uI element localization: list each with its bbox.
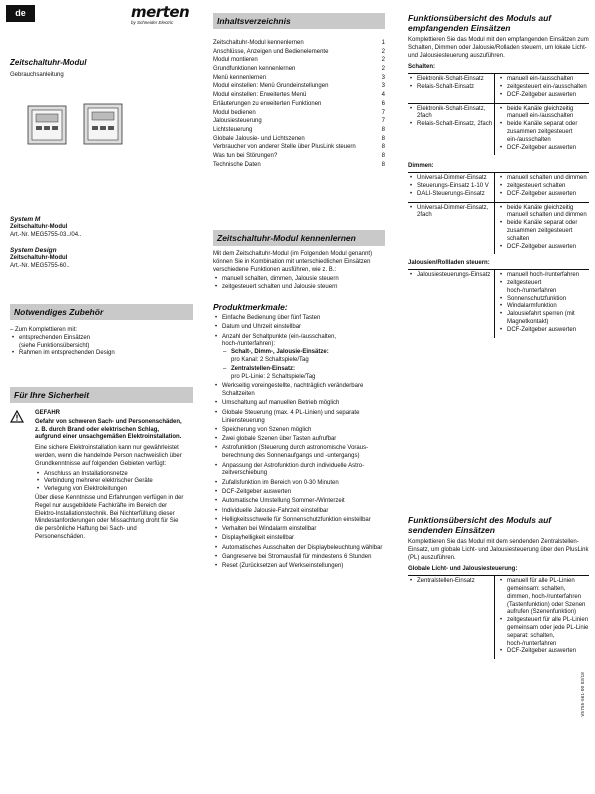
- safety-paragraph-2: Über diese Kenntnisse und Erfahrungen verfügen in der Regel nur ausgebildete Fachkräfte im Bereich der Elektro-Installationstechnik. Bei Nichterfüllung dieser Mindestanforderungen oder Missachtung droht für Sie die persönliche Haftung bei Sach- und Personenschäden.: [35, 494, 184, 540]
- list-item: • manuell schalten, dimmen, Jalousie steuern: [213, 276, 385, 284]
- feature-item: • Individuelle Jalousie-Fahrzeit einstellbar: [213, 508, 385, 516]
- function-cell: [494, 203, 589, 255]
- toc-entry-title: Lichtsteuerung: [213, 126, 253, 133]
- accessories-intro: – Zum Komplettieren mit:: [10, 327, 78, 333]
- toc-entry-title: Modul einstellen: Menü Grundeinstellungen: [213, 83, 329, 90]
- toc-entry-page: 2: [381, 57, 385, 64]
- toc-entry-title: Modul montieren: [213, 57, 258, 64]
- list-item: • DCF-Zeitgeber auswerten: [498, 92, 589, 100]
- list-item: • zeitgesteuert schalten und Jalousie steuern: [213, 284, 385, 292]
- list-item: • Verlegung von Elektroleitungen: [35, 486, 185, 494]
- feature-item: • Automatisches Ausschalten der Displaybeleuchtung wählbar: [213, 545, 385, 553]
- document-code: V5755-561-00 03/18: [580, 672, 585, 717]
- function-cell: [494, 173, 589, 201]
- dimmen-table: [408, 172, 589, 254]
- toc-entry-page: 1: [381, 40, 385, 46]
- toc-entry-title: Jalousiesteuerung: [213, 118, 262, 125]
- system-m-title: System M: [10, 216, 41, 223]
- toc-entry-title: Modul einstellen: Erweitertes Menü: [213, 92, 307, 99]
- f1-heading: Funktionsübersicht des Moduls auf empfangenden Einsätzen: [408, 13, 552, 33]
- list-item: • DCF-Zeitgeber auswerten: [498, 327, 589, 335]
- toc-row: [213, 48, 385, 57]
- toc-entry-page: 8: [381, 135, 385, 142]
- list-item: • Elektronik-Schalt-Einsatz, 2fach: [408, 106, 494, 122]
- list-item: • Steuerungs-Einsatz 1-10 V: [408, 183, 494, 191]
- logo-wordmark: merten: [131, 3, 190, 21]
- list-item: • Relais-Schalt-Einsatz, 2fach: [408, 121, 494, 129]
- list-item: • manuell schalten und dimmen: [498, 175, 589, 183]
- function-cell: [494, 576, 589, 659]
- toc-entry-page: 8: [381, 152, 385, 159]
- function-cell: [494, 74, 589, 102]
- toc-entry-title: Was tun bei Störungen?: [213, 152, 278, 159]
- toc-entry-page: 2: [381, 66, 385, 73]
- list-item: • zeitgesteuert für alle PL-Linien gemeinsam oder jede PL-Linie separat: schalten, hoch-/runterfahren: [498, 617, 589, 648]
- danger-text: Gefahr von schweren Sach- und Personenschäden, z. B. durch Brand oder elektrischen Schlag, aufgrund einer unsachgemäßen Elektroinstallation.: [35, 418, 182, 441]
- global-heading: Globale Licht- und Jalousiesteuerung:: [408, 566, 518, 573]
- list-item: • Windalarmfunktion: [498, 303, 589, 311]
- know-heading: Zeitschaltuhr-Modul kennenlernen: [213, 230, 385, 246]
- toc-entry-title: Technische Daten: [213, 161, 261, 168]
- toc-row: [213, 91, 385, 100]
- feature-item: • Zwei globale Szenen über Tasten aufrufbar: [213, 436, 385, 444]
- device-illustration: [22, 94, 132, 150]
- feature-item: • Anzahl der Schaltpunkte (ein-/ausschalten, hoch-/runterfahren): – Schalt-, Dimm-, Jalousie-Einsätze: pro Kanal: 2 Schaltspiele/Tag – Zentralstellen-Einsatz: pro PL-Linie: 2 Schaltspiele/Tag: [213, 334, 385, 382]
- toc-entry-title: Verbraucher von anderer Stelle über PlusLink steuern: [213, 144, 356, 151]
- toc-entry-title: Globale Jalousie- und Lichtszenen: [213, 135, 305, 142]
- f2-heading: Funktionsübersicht des Moduls auf sendenden Einsätzen: [408, 515, 552, 535]
- list-item: • DCF-Zeitgeber auswerten: [498, 648, 589, 656]
- feature-item: • Umschaltung auf manuellen Betrieb möglich: [213, 400, 385, 408]
- toc-row: [213, 100, 385, 109]
- feature-item: • Speicherung von Szenen möglich: [213, 427, 385, 435]
- toc-entry-page: 8: [381, 161, 385, 168]
- feature-item: • Reset (Zurücksetzen auf Werkseinstellungen): [213, 563, 385, 571]
- list-item: • manuell hoch-/runterfahren: [498, 272, 589, 280]
- toc-row: [213, 143, 385, 152]
- toc-entry-title: Erläuterungen zu erweiterten Funktionen: [213, 100, 322, 107]
- list-item: • zeitgesteuert schalten: [498, 183, 589, 191]
- toc-heading: Inhaltsverzeichnis: [213, 13, 385, 29]
- warning-triangle-icon: [10, 410, 24, 423]
- toc-row: [213, 161, 385, 170]
- jalousie-table: [408, 269, 589, 337]
- toc-row: [213, 117, 385, 126]
- list-item: • Verbindung mehrerer elektrischer Geräte: [35, 478, 185, 486]
- toc-entry-title: Zeitschaltuhr-Modul kennenlernen: [213, 40, 304, 46]
- insert-cell: [408, 203, 494, 255]
- toc-entry-page: 2: [381, 48, 385, 55]
- function-cell: [494, 104, 589, 156]
- function-cell: [494, 270, 589, 337]
- list-item: • Anschluss an Installationsnetze: [35, 471, 185, 479]
- feature-item: • Zufallsfunktion im Bereich von 0-30 Minuten: [213, 480, 385, 488]
- toc-entry-page: 7: [381, 109, 385, 116]
- doc-subtitle: Gebrauchsanleitung: [10, 72, 64, 79]
- feature-item: • Anpassung der Astrofunktion durch individuelle Astrozeitverschiebung: [213, 463, 385, 479]
- safety-heading: Für Ihre Sicherheit: [10, 387, 193, 403]
- toc-entry-page: 6: [381, 100, 385, 107]
- toc-entry-page: 3: [381, 74, 385, 81]
- danger-title: GEFAHR: [35, 410, 61, 416]
- list-item: • beide Kanäle gleichzeitig manuell ein-/ausschalten: [498, 106, 589, 122]
- system-m-product: Zeitschaltuhr-Modul: [10, 224, 68, 231]
- features-heading: Produktmerkmale:: [213, 301, 288, 312]
- f1-text: Komplettieren Sie das Modul mit den empfangenden Einsätzen zum Schalten, Dimmen oder Jalousie/Rolladen steuern, um lokale Licht- und Jalousiesteuerung auszuführen.: [408, 37, 589, 59]
- system-design-title: System Design: [10, 247, 57, 255]
- toc-row: [213, 152, 385, 161]
- toc-row: [213, 56, 385, 65]
- jalousie-heading: Jalousien/Rollladen steuern:: [408, 260, 490, 267]
- feature-item: • Globale Steuerung (max. 4 PL-Linien) und separate Liniensteuerung: [213, 410, 385, 426]
- toc-row: [213, 109, 385, 118]
- toc-entry-page: 8: [381, 144, 385, 151]
- insert-cell: [408, 74, 494, 102]
- dimmen-heading: Dimmen:: [408, 163, 434, 170]
- list-item: • Sonnenschutzfunktion: [498, 296, 589, 304]
- toc-row: [213, 39, 385, 48]
- insert-cell: [408, 104, 494, 156]
- insert-cell: [408, 173, 494, 201]
- feature-item: • Helligkeitsschwelle für Sonnenschutzfunktion einstellbar: [213, 517, 385, 525]
- list-item: • zeitgesteuert hoch-/runterfahren: [498, 280, 589, 296]
- feature-item: • Datum und Uhrzeit einstellbar: [213, 324, 385, 332]
- know-text: Mit dem Zeitschaltuhr-Modul (im Folgenden Modul genannt) können Sie in Kombination mit unterschiedlichen Einsätzen verschiedene Funktionen ausführen, wie z. B.:: [213, 251, 373, 273]
- features-list: [213, 315, 385, 571]
- feature-subitem: – Schalt-, Dimm-, Jalousie-Einsätze: pro Kanal: 2 Schaltspiele/Tag: [222, 349, 385, 365]
- list-item: • entsprechenden Einsätzen (siehe Funktionsübersicht): [10, 335, 193, 351]
- doc-title: Zeitschaltuhr-Modul: [10, 58, 87, 67]
- list-item: • Rahmen im entsprechenden Design: [10, 350, 193, 358]
- feature-item: • Astrofunktion (Steuerung durch astronomische Vorausberechnung des Sonnenaufgangs und -untergangs): [213, 445, 385, 461]
- f2-text: Komplettieren Sie das Modul mit dem sendenden Zentralstellen-Einsatz, um globale Licht- und Jalousiesteuerung über den PlusLink (PL) auszuführen.: [408, 539, 589, 561]
- merten-logo: [131, 4, 191, 25]
- list-item: • Relais-Schalt-Einsatz: [408, 84, 494, 92]
- list-item: • manuell für alle PL-Linien gemeinsam: schalten, dimmen, hoch-/runterfahren (Tastenfunktion) oder Szenen aufrufen (Szenenfunktion): [498, 578, 589, 617]
- insert-cell: [408, 270, 494, 337]
- system-design-art: Art.-Nr. MEG5755-60..: [10, 263, 70, 270]
- feature-item: • DCF-Zeitgeber auswerten: [213, 489, 385, 497]
- schalten-table: [408, 73, 589, 155]
- feature-item: • Automatische Umstellung Sommer-/Winterzeit: [213, 498, 385, 506]
- feature-subitem: – Zentralstellen-Einsatz: pro PL-Linie: 2 Schaltspiele/Tag: [222, 366, 385, 382]
- toc-row: [213, 65, 385, 74]
- safety-paragraph-1: Eine sichere Elektroinstallation kann nur gewährleistet werden, wenn die handelnde Person nachweislich über Grundkenntnisse auf folgenden Gebieten verfügt:: [35, 445, 182, 467]
- feature-item: • Verhalten bei Windalarm einstellbar: [213, 526, 385, 534]
- feature-sublist: [222, 349, 385, 382]
- toc-entry-title: Grundfunktionen kennenlernen: [213, 66, 296, 73]
- feature-item: • Einfache Bedienung über fünf Tasten: [213, 315, 385, 323]
- list-item: • Zentralstellen-Einsatz: [408, 578, 494, 586]
- list-item: • Elektronik-Schalt-Einsatz: [408, 76, 494, 84]
- toc-row: [213, 135, 385, 144]
- toc-entry-page: 3: [381, 83, 385, 90]
- list-item: • Jalousiesteuerungs-Einsatz: [408, 272, 494, 280]
- toc-entry-page: 7: [381, 118, 385, 125]
- know-list: [213, 276, 385, 292]
- insert-cell: [408, 576, 494, 659]
- list-item: • Universal-Dimmer-Einsatz: [408, 175, 494, 183]
- toc-entry-title: Modul bedienen: [213, 109, 256, 116]
- list-item: • Jalousiefahrt sperren (mit Magnetkontakt): [498, 311, 589, 327]
- toc-entry-title: Anschlüsse, Anzeigen und Bedienelemente: [213, 48, 329, 55]
- schalten-heading: Schalten:: [408, 64, 436, 71]
- list-item: • DALI-Steuerungs-Einsatz: [408, 191, 494, 199]
- toc-entry-page: 4: [381, 92, 385, 99]
- logo-subline: by Schneider Electric: [131, 20, 174, 25]
- list-item: • manuell ein-/ausschalten: [498, 76, 589, 84]
- feature-item: • Werkseitig voreingestellte, nachträglich veränderbare Schaltzeiten: [213, 383, 385, 399]
- toc-row: [213, 126, 385, 135]
- toc-entry-page: 8: [381, 126, 385, 133]
- list-item: • zeitgesteuert ein-/ausschalten: [498, 84, 589, 92]
- list-item: • DCF-Zeitgeber auswerten: [498, 145, 589, 153]
- list-item: • DCF-Zeitgeber auswerten: [498, 244, 589, 252]
- feature-item: • Gangreserve bei Stromausfall für mindestens 6 Stunden: [213, 554, 385, 562]
- system-m-art: Art.-Nr. MEG5755-03../04..: [10, 232, 82, 239]
- list-item: • beide Kanäle separat oder zusammen zeitgesteuert schalten: [498, 220, 589, 243]
- safety-list: [35, 471, 185, 494]
- global-table: [408, 575, 589, 659]
- list-item: • beide Kanäle gleichzeitig manuell schalten und dimmen: [498, 205, 589, 221]
- list-item: • DCF-Zeitgeber auswerten: [498, 191, 589, 199]
- table-of-contents: [213, 39, 385, 169]
- accessories-list: [10, 335, 193, 358]
- list-item: • beide Kanäle separat oder zusammen zeitgesteuert ein-/ausschalten: [498, 121, 589, 144]
- accessories-heading: Notwendiges Zubehör: [10, 304, 193, 320]
- toc-row: [213, 82, 385, 91]
- system-design-product: Zeitschaltuhr-Modul: [10, 255, 68, 262]
- list-item: • Universal-Dimmer-Einsatz, 2fach: [408, 205, 494, 221]
- language-badge: de: [6, 5, 35, 22]
- toc-entry-title: Menü kennenlernen: [213, 74, 267, 81]
- toc-row: [213, 74, 385, 83]
- feature-item: • Displayhelligkeit einstellbar: [213, 535, 385, 543]
